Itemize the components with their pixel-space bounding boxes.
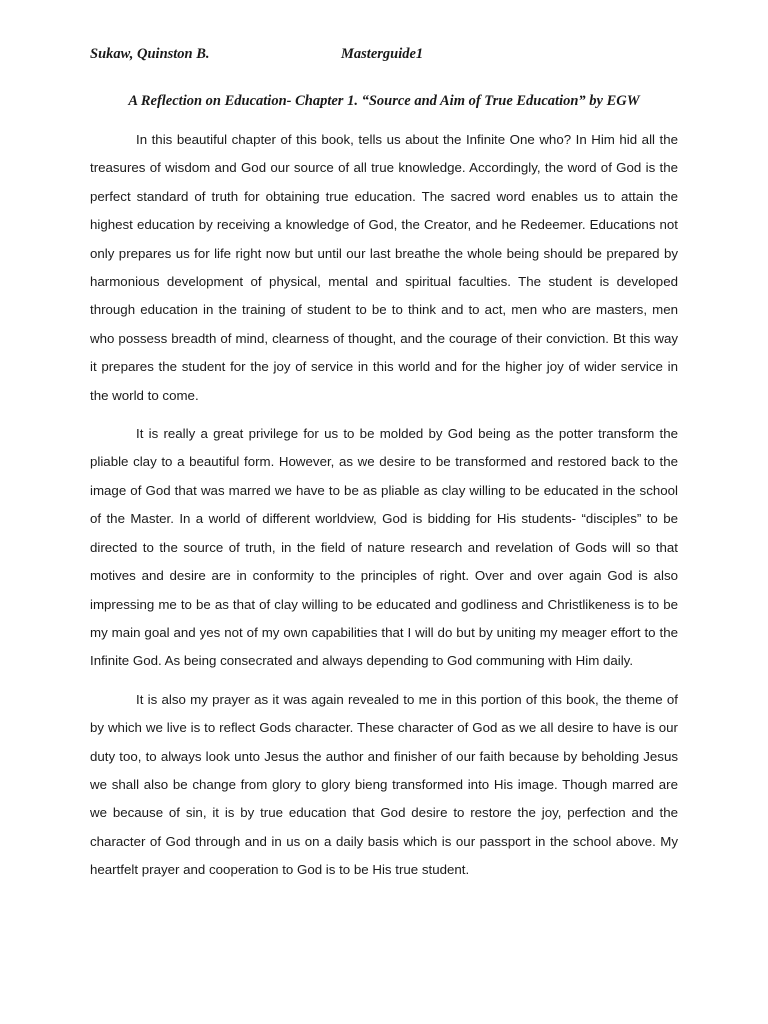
paragraph-2: It is really a great privilege for us to be molded by God being as the potter transform the pliable clay to a beautiful form. However, as we desire to be transformed and restored back to the image of God that was marred we have to be as pliable as clay willing to be educated in the school of the Master. In a world of different worldview, God is bidding for His students- “disciples” to be directed to the source of truth, in the field of nature research and revelation of Gods will so that motives and desire are in conformity to the principles of right. Over and over again God is also impressing me to be as that of clay willing to be educated and godliness and Christlikeness is to be my main goal and yes not of my own capabilities that I will do but by uniting my meager effort to the Infinite God. As being consecrated and always depending to God communing with Him daily. xyxy=(90,426,678,669)
paragraph-3: It is also my prayer as it was again revealed to me in this portion of this book, the theme of by which we live is to reflect Gods character. These character of God as we all desire to have is our duty too, to always look unto Jesus the author and finisher of our faith because by beholding Jesus we shall also be change from glory to glory bieng transformed into His image. Though marred are we because of sin, it is by true education that God desire to restore the joy, perfection and the character of God through and in us on a daily basis which is our passport in the school above. My heartfelt prayer and cooperation to God is to be His true student. xyxy=(90,691,678,878)
class-name: Masterguide1 xyxy=(341,46,424,62)
document-body xyxy=(90,126,678,895)
document-title: A Reflection on Education- Chapter 1. “Source and Aim of True Education” by EGW xyxy=(128,93,640,109)
paragraph-1: In this beautiful chapter of this book, tells us about the Infinite One who? In Him hid all the treasures of wisdom and God our source of all true knowledge. Accordingly, the word of God is the perfect standard of truth for obtaining true education. The sacred word enables us to attain the highest education by receiving a knowledge of God, the Creator, and he Redeemer. Educations not only prepares us for life right now but until our last breathe the whole being should be prepared by harmonious development of physical, mental and spiritual faculties. The student is developed through education in the training of student to be to think and to act, men who are masters, men who possess breadth of mind, clearness of thought, and the courage of their conviction. Bt this way it prepares the student for the joy of service in this world and for the higher joy of wider service in the world to come. xyxy=(90,132,678,403)
author-name: Sukaw, Quinston B. xyxy=(90,46,210,62)
page-header xyxy=(90,46,678,66)
